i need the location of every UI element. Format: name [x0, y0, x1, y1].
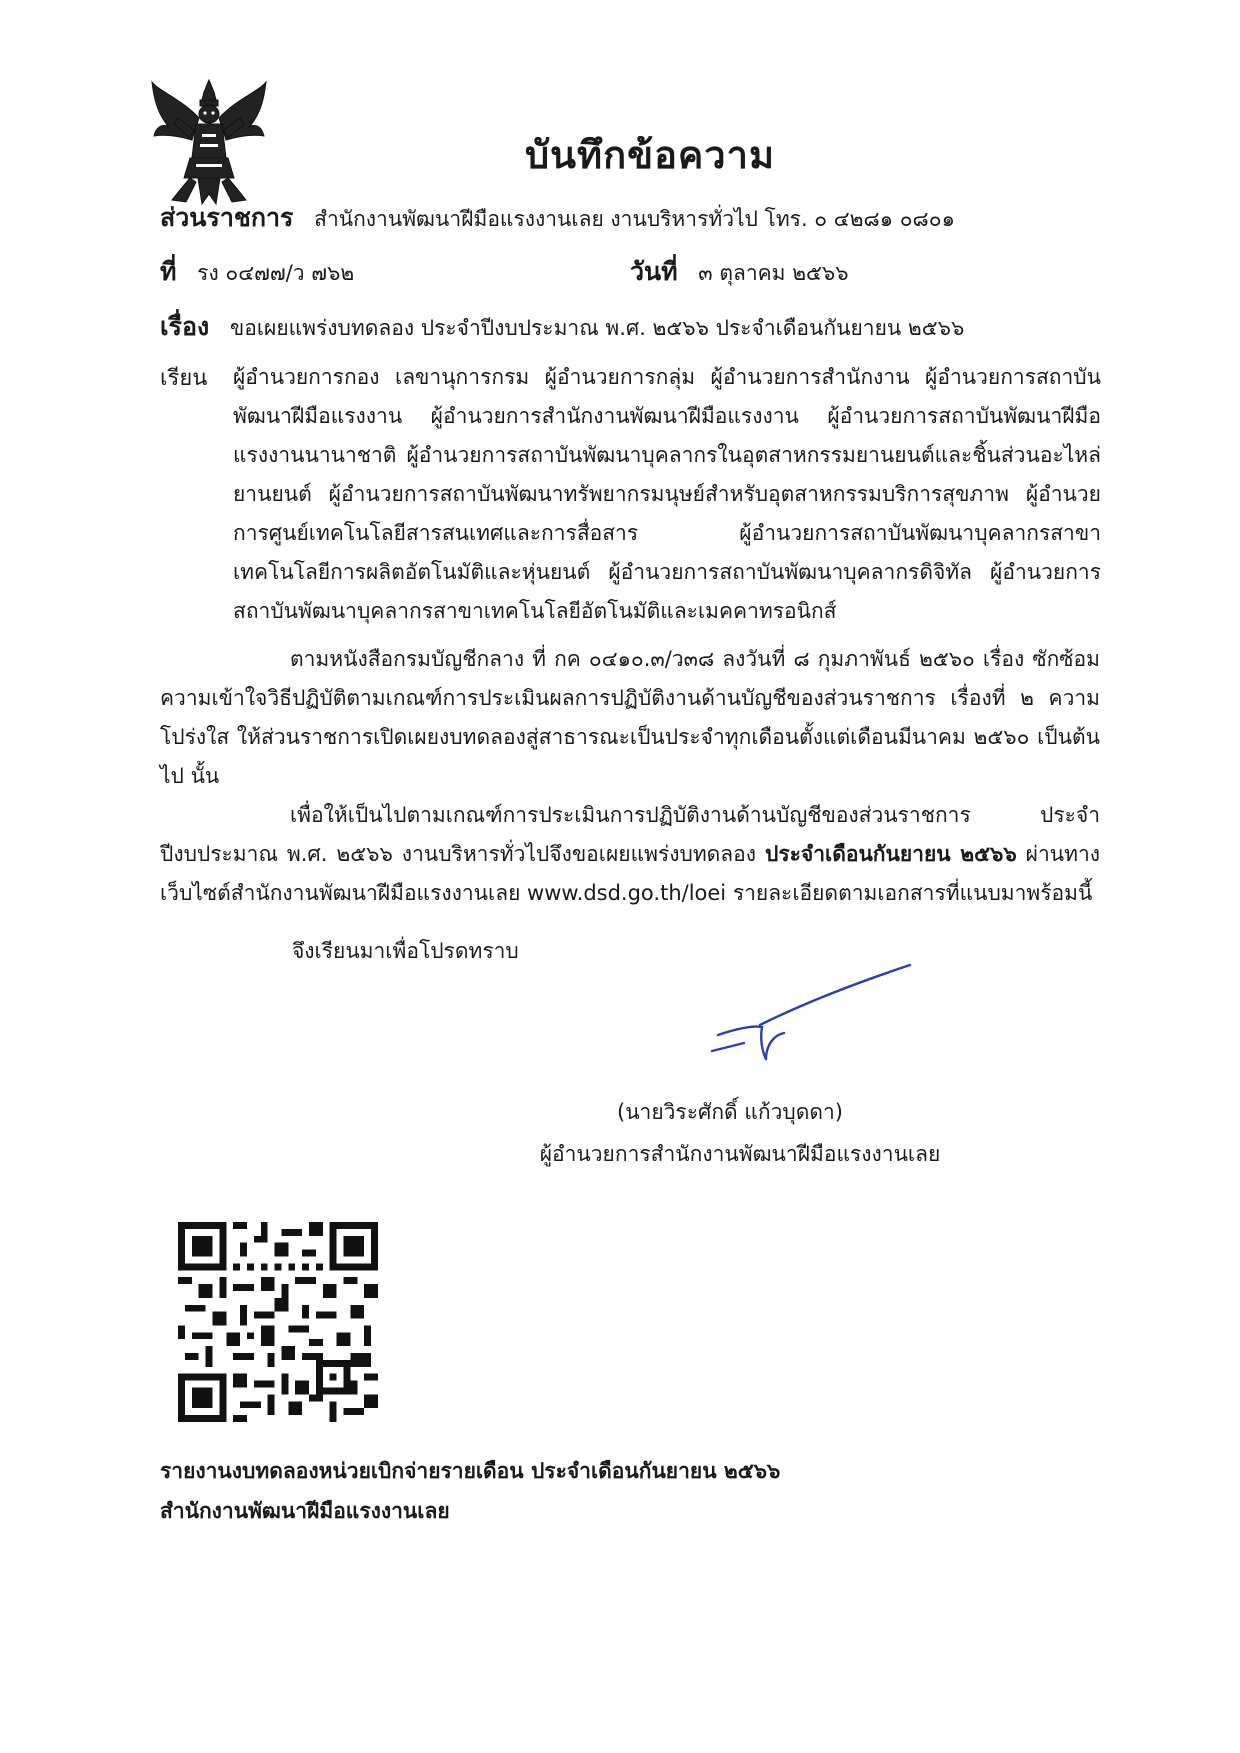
agency-value: สำนักงานพัฒนาฝีมือแรงงานเลย งานบริหารทั่วไป โทร. ๐ ๔๒๘๑ ๐๘๐๑	[314, 207, 955, 231]
paragraph-2-text-a: เพื่อให้เป็นไปตามเกณฑ์การประเมินการปฏิบัติงานด้านบัญชีของส่วนราชการ ประจำปีงบประมาณ พ.ศ. ๒๕๖๖ งานบริหารทั่วไปจึงขอเผยแพร่งบทดลอง	[160, 803, 1100, 866]
agency-label: ส่วนราชการ	[160, 203, 294, 232]
agency-row	[160, 198, 955, 238]
salutation-text: ผู้อำนวยการกอง เลขานุการกรม ผู้อำนวยการกลุ่ม ผู้อำนวยการสำนักงาน ผู้อำนวยการสถาบันพัฒนาฝีมือแรงงาน ผู้อำนวยการสำนักงานพัฒนาฝีมือแรงงาน ผู้อำนวยการสถาบันพัฒนาฝีมือแรงงานนานาชาติ ผู้อำนวยการสถาบันพัฒนาบุคลากรในอุตสาหกรรมยานยนต์และชิ้นส่วนอะไหล่ยานยนต์ ผู้อำนวยการสถาบันพัฒนาทรัพยากรมนุษย์สำหรับอุตสาหกรรมบริการสุขภาพ ผู้อำนวยการศูนย์เทคโนโลยีสารสนเทศและการสื่อสาร ผู้อำนวยการสถาบันพัฒนาบุคลากรสาขาเทคโนโลยีการผลิตอัตโนมัติและหุ่นยนต์ ผู้อำนวยการสถาบันพัฒนาบุคลากรดิจิทัล ผู้อำนวยการสถาบันพัฒนาบุคลากรสาขาเทคโนโลยีอัตโนมัติและเมคคาทรอนิกส์	[233, 365, 1101, 623]
date-label: วันที่	[630, 257, 678, 286]
closing-line: จึงเรียนมาเพื่อโปรดทราบ	[292, 939, 519, 963]
signer-position: ผู้อำนวยการสำนักงานพัฒนาฝีมือแรงงานเลย	[539, 1142, 941, 1166]
body-paragraph-2	[160, 796, 1100, 913]
handwritten-signature	[700, 955, 920, 1065]
memo-title: บันทึกข้อความ	[524, 133, 776, 177]
signer-name: (นายวิระศักดิ์ แก้วบุดดา)	[617, 1100, 843, 1124]
subject-value: ขอเผยแพร่งบทดลอง ประจำปีงบประมาณ พ.ศ. ๒๕๖๖ ประจำเดือนกันยายน ๒๕๖๖	[229, 316, 965, 340]
reference-label: ที่	[160, 257, 177, 286]
body-paragraph-1	[160, 640, 1100, 796]
footer-office-name: สำนักงานพัฒนาฝีมือแรงงานเลย	[160, 1499, 450, 1523]
paragraph-1-text: ตามหนังสือกรมบัญชีกลาง ที่ กค ๐๔๑๐.๓/ว๓๘ ลงวันที่ ๘ กุมภาพันธ์ ๒๕๖๐ เรื่อง ซักซ้อมความเข้าใจวิธีปฏิบัติตามเกณฑ์การประเมินผลการปฏิบัติงานด้านบัญชีของส่วนราชการ เรื่องที่ ๒ ความโปร่งใส ให้ส่วนราชการเปิดเผยงบทดลองสู่สาธารณะเป็นประจำทุกเดือนตั้งแต่เดือนมีนาคม ๒๕๖๐ เป็นต้นไป นั้น	[160, 647, 1100, 788]
subject-row	[160, 307, 964, 347]
paragraph-2-text-bold: ประจำเดือนกันยายน ๒๕๖๖	[765, 842, 1017, 866]
qr-code	[178, 1222, 378, 1422]
reference-row	[160, 252, 354, 292]
footer-report-title: รายงานงบทดลองหน่วยเบิกจ่ายรายเดือน ประจำเดือนกันยายน ๒๕๖๖	[160, 1459, 781, 1483]
salutation-label: เรียน	[160, 366, 208, 391]
subject-label: เรื่อง	[160, 312, 210, 341]
date-value: ๓ ตุลาคม ๒๕๖๖	[698, 261, 849, 285]
paragraph-2-text-b: ผ่านทางเว็บไซต์สำนักงานพัฒนาฝีมือแรงงานเลย www.dsd.go.th/loei รายละเอียดตามเอกสารที่แนบมาพร้อมนี้	[160, 842, 1100, 905]
date-row	[630, 252, 849, 292]
reference-value: รง ๐๔๗๗/ว ๗๖๒	[197, 261, 355, 285]
